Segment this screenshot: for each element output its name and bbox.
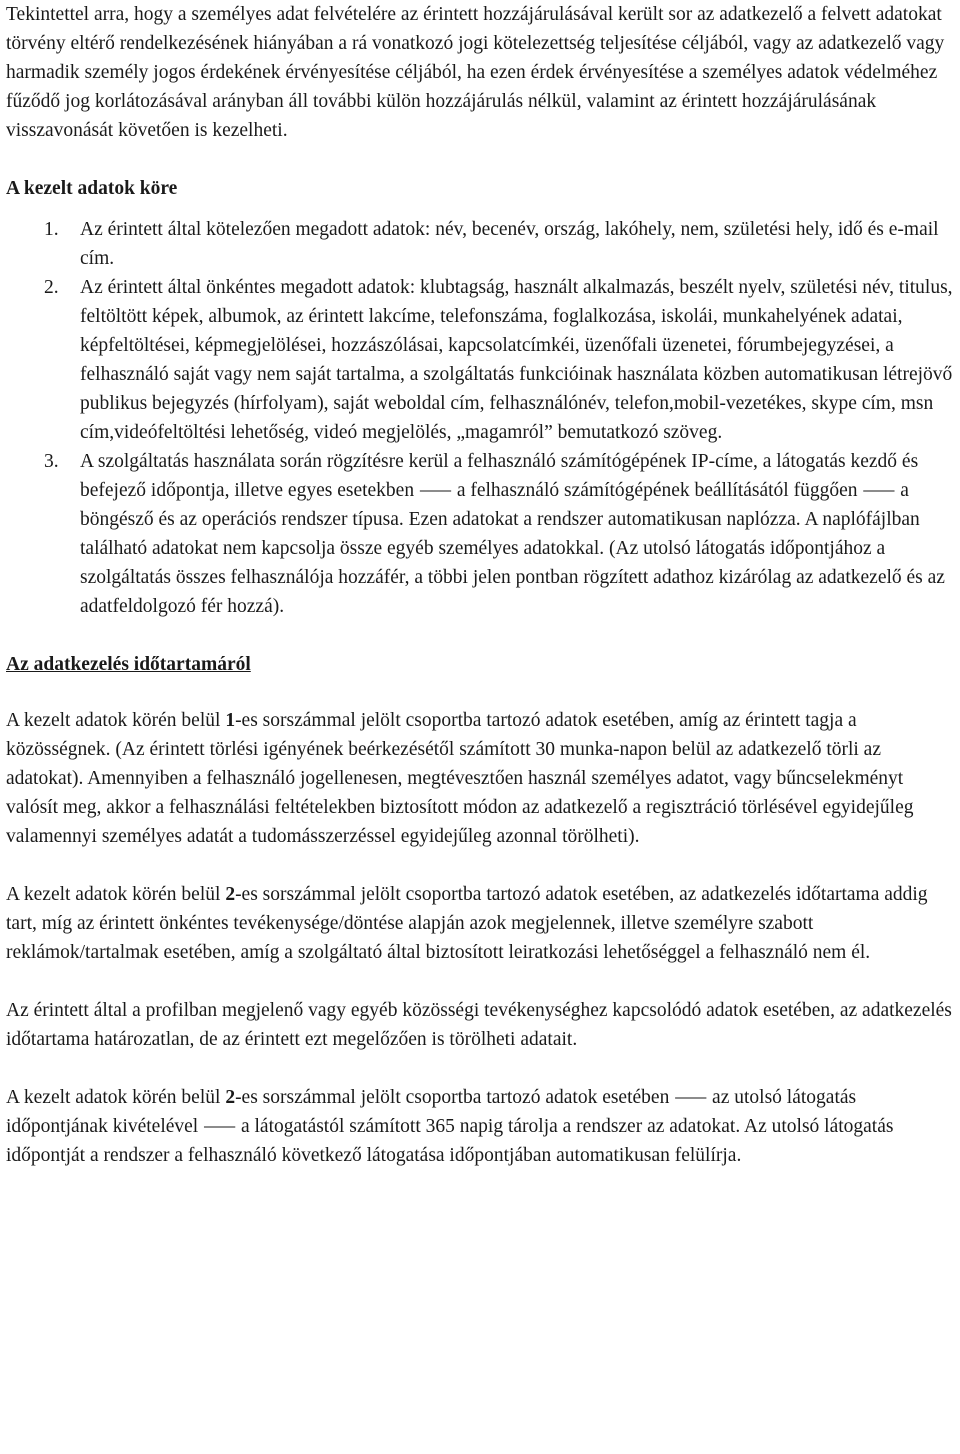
group-number: 2 — [225, 1087, 236, 1108]
scope-list — [6, 215, 956, 621]
group-number: 2 — [225, 884, 236, 905]
list-item — [6, 215, 956, 273]
intro-paragraph: Tekintettel arra, hogy a személyes adat felvételére az érintett hozzájárulásával került sor az adatkezelő a felvett adatokat törvény eltérő rendelkezésének hiányában a rá vonatkozó jogi kötelezettség teljesítése céljából, vagy az adatkezelő vagy harmadik személy jogos érdekének érvényesítése céljából, ha ezen érdek érvényesítése a személyes adatok védelméhez fűződő jog korlátozásával arányban áll további külön hozzájárulás nélkül, valamint az érintett hozzájárulásának visszavonását követően is kezelheti. — [6, 4, 945, 141]
list-item-number: 1. — [44, 219, 59, 240]
paragraph-text: -es sorszámmal jelölt csoportba tartozó adatok esetében ⸺ az utolsó látogatás időpontjának kivételével ⸺ a látogatástól számított 365 napig tárolja a rendszer az adatokat. Az utolsó látogatás időpontját a rendszer a felhasználó következő látogatása időpontjában automatikusan felülírja. — [6, 1087, 894, 1166]
duration-paragraph-1 — [6, 706, 956, 851]
duration-paragraph-3: Az érintett által a profilban megjelenő vagy egyéb közösségi tevékenységhez kapcsolódó adatok esetében, az adatkezelés időtartama határozatlan, de az érintett ezt megelőzően is törölheti adatait. — [6, 1000, 952, 1050]
list-item-text: Az érintett által önkéntes megadott adatok: klubtagság, használt alkalmazás, beszélt nyelv, születési név, titulus, feltöltött képek, albumok, az érintett lakcíme, telefonszáma, foglalkozása, iskolái, munkahelyének adatai, képfeltöltései, képmegjelölései, hozzászólásai, kapcsolatcímkéi, üzenőfali üzenetei, fórumbejegyzései, a felhasználó saját vagy nem saját tartalma, a szolgáltatás funkcióinak használata közben automatikusan létrejövő publikus bejegyzés (hírfolyam), saját weboldal cím, felhasználónév, telefon,mobil-vezetékes, skype cím, msn cím,videófeltöltési lehetőség, videó megjelölés, „magamról” bemutatkozó szöveg. — [80, 277, 953, 443]
group-number: 1 — [225, 710, 236, 731]
list-item-text: A szolgáltatás használata során rögzítésre kerül a felhasználó számítógépének IP-címe, a látogatás kezdő és befejező időpontja, illetve egyes esetekben ⸺ a felhasználó számítógépének beállításától függően ⸺ a böngésző és az operációs rendszer típusa. Ezen adatokat a rendszer automatikusan naplózza. A naplófájlban található adatokat nem kapcsolja össze egyéb személyes adatokkal. (Az utolsó látogatás időpontjához a szolgáltatás összes felhasználója hozzáfér, a többi jelen pontban rögzített adathoz kizárólag az adatkezelő és az adatfeldolgozó fér hozzá). — [80, 451, 945, 617]
list-item — [6, 447, 956, 621]
list-item-number: 3. — [44, 451, 59, 472]
list-item-number: 2. — [44, 277, 59, 298]
duration-paragraph-2 — [6, 880, 956, 967]
document-page — [6, 0, 956, 1170]
paragraph-text: A kezelt adatok körén belül — [6, 1087, 226, 1108]
paragraph-text: -es sorszámmal jelölt csoportba tartozó adatok esetében, amíg az érintett tagja a közösségnek. (Az érintett törlési igényének beérkezésétől számított 30 munka-napon belül az adatkezelő törli az adatokat). Amennyiben a felhasználó jogellenesen, megtévesztően használ személyes adatot, vagy bűncselekményt valósít meg, akkor a felhasználási feltételekben biztosított módon az adatkezelő a regisztráció törlésével egyidejűleg valamennyi személyes adatát a tudomásszerzéssel egyidejűleg azonnal törölheti). — [6, 710, 914, 847]
list-item-text: Az érintett által kötelezően megadott adatok: név, becenév, ország, lakóhely, nem, születési hely, idő és e-mail cím. — [80, 219, 939, 269]
duration-paragraph-4 — [6, 1083, 956, 1170]
list-item — [6, 273, 956, 447]
paragraph-text: -es sorszámmal jelölt csoportba tartozó adatok esetében, az adatkezelés időtartama addig tart, míg az érintett önkéntes tevékenysége/döntése alapján azok megjelennek, illetve személyre szabott reklámok/tartalmak esetében, amíg a szolgáltató által biztosított leiratkozási lehetőséggel a felhasználó nem él. — [6, 884, 928, 963]
paragraph-text: A kezelt adatok körén belül — [6, 884, 226, 905]
paragraph-text: A kezelt adatok körén belül — [6, 710, 226, 731]
scope-heading: A kezelt adatok köre — [6, 178, 178, 199]
duration-heading: Az adatkezelés időtartamáról — [6, 654, 251, 675]
